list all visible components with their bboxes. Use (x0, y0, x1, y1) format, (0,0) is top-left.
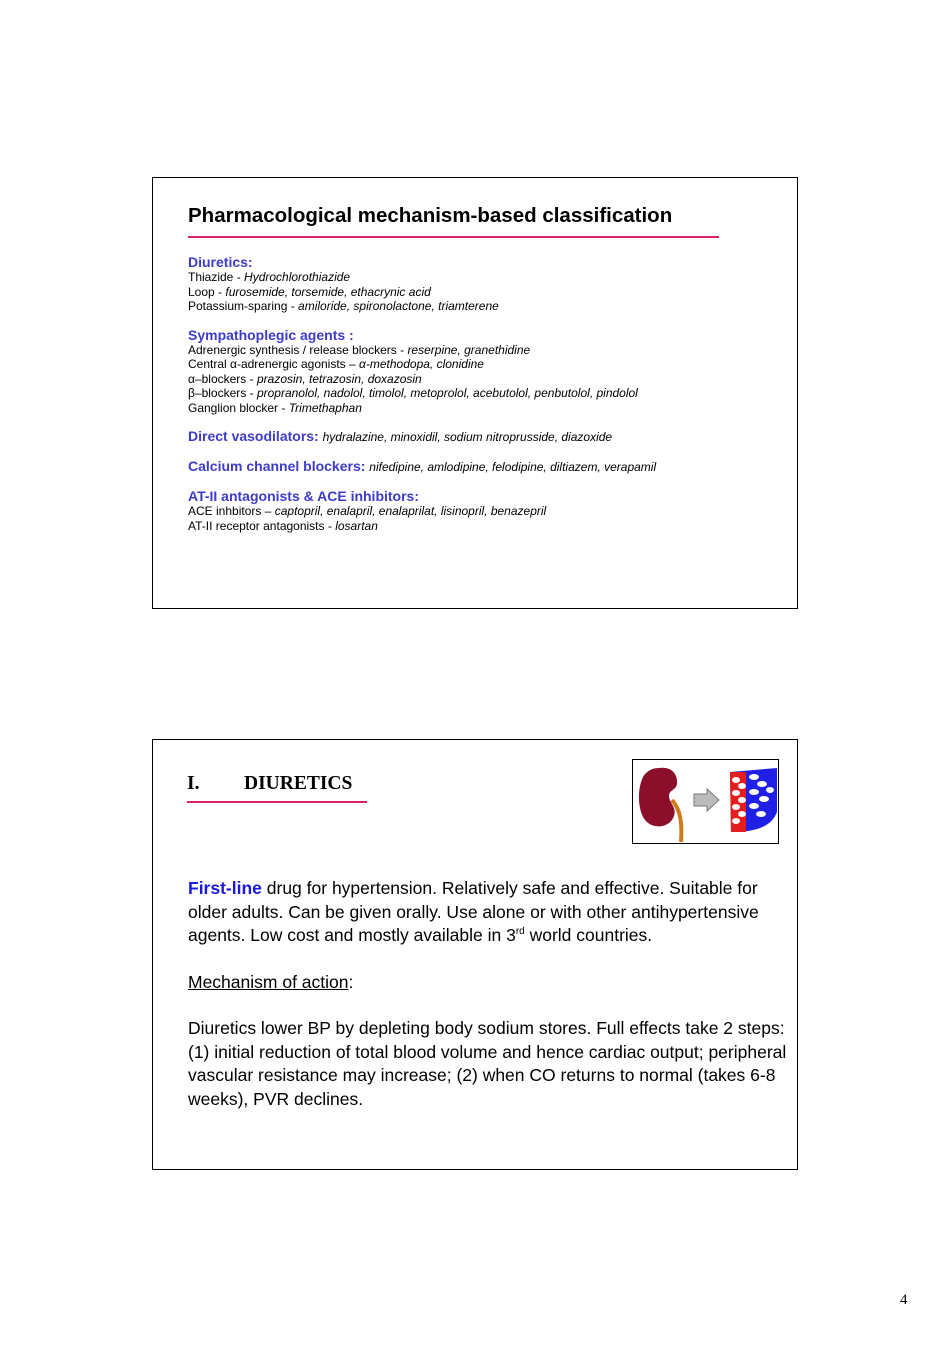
classification-list (188, 254, 788, 546)
list-item: Central α-adrenergic agonists – α-methodopa, clonidine (188, 357, 484, 371)
drug-list: nifedipine, amlodipine, felodipine, diltiazem, verapamil (369, 460, 657, 474)
list-item: α–blockers - prazosin, tetrazosin, doxazosin (188, 371, 422, 386)
section-vasodilators (188, 428, 788, 445)
slide-title (187, 773, 352, 795)
section-calcium-channel-blockers (188, 458, 788, 475)
section-diuretics (188, 254, 788, 314)
kidney-to-vessel-icon (632, 759, 779, 844)
section-heading: AT-II antagonists & ACE inhibitors: (188, 488, 419, 504)
kidney-icon (633, 760, 778, 843)
list-item: ACE inhbitors – captopril, enalapril, enalaprilat, lisinopril, benazepril (188, 504, 547, 518)
mechanism-heading: Mechanism of action: (188, 971, 354, 992)
section-heading: Direct vasodilators: (188, 428, 319, 444)
list-item: AT-II receptor antagonists - losartan (188, 518, 378, 533)
intro-paragraph: First-line drug for hypertension. Relatively safe and effective. Suitable for older adults. Can be given orally. Use alone or with other antihypertensive agents. Low cost and mostly available in 3rd world countries. (188, 878, 759, 945)
mechanism-paragraph: Diuretics lower BP by depleting body sodium stores. Full effects take 2 steps: (1) initial reduction of total blood volume and hence cardiac output; peripheral vascular resistance may increase; (2) when CO returns to normal (takes 6-8 weeks), PVR declines. (188, 1018, 787, 1109)
slide-body (188, 877, 788, 1134)
list-item: Adrenergic synthesis / release blockers - reserpine, granethidine (188, 342, 531, 357)
list-item: β–blockers - propranolol, nadolol, timolol, metoprolol, acebutolol, penbutolol, pindolol (188, 386, 638, 400)
title-underline (187, 801, 367, 803)
list-item: Loop - furosemide, torsemide, ethacrynic acid (188, 284, 431, 299)
drug-list: hydralazine, minoxidil, sodium nitroprusside, diazoxide (322, 430, 613, 444)
title-underline (188, 236, 719, 238)
emphasis-text: First-line (188, 878, 262, 898)
list-item: Thiazide - Hydrochlorothiazide (188, 270, 351, 284)
list-item: Potassium-sparing - amiloride, spironolactone, triamterene (188, 299, 499, 313)
section-heading: Diuretics: (188, 254, 253, 270)
list-item: Ganglion blocker - Trimethaphan (188, 400, 362, 415)
section-at2-ace (188, 488, 788, 533)
slide-classification (152, 177, 798, 609)
section-heading: Sympathoplegic agents : (188, 326, 354, 343)
section-title: DIURETICS (244, 773, 353, 794)
section-sympathoplegic (188, 327, 788, 416)
slide-title: Pharmacological mechanism-based classification (188, 204, 673, 227)
slide-diuretics (152, 739, 798, 1170)
page-number: 4 (900, 1292, 908, 1308)
section-number: I. (187, 773, 200, 794)
section-heading: Calcium channel blockers: (188, 458, 366, 474)
